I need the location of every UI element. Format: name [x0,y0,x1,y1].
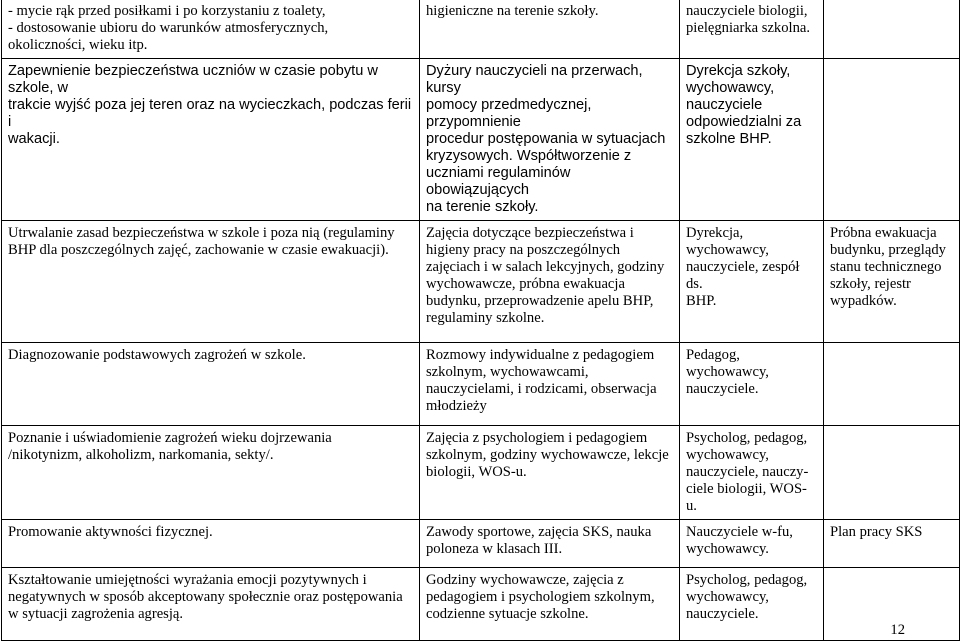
task-cell: Diagnozowanie podstawowych zagrożeń w szkole. [2,343,420,426]
plan-table [1,0,960,641]
responsible-cell: Psycholog, pedagog, wychowawcy, nauczyciele. [680,568,824,641]
evaluation-cell [824,59,960,221]
task-cell: - mycie rąk przed posiłkami i po korzystaniu z toalety, - dostosowanie ubioru do warunków atmosferycznych, okoliczności, wieku itp. [2,0,420,59]
responsible-cell: nauczyciele biologii, pielęgniarka szkolna. [680,0,824,59]
table-row [2,343,960,426]
methods-cell: Dyżury nauczycieli na przerwach, kursy pomocy przedmedycznej, przypomnienie procedur postępowania w sytuacjach kryzysowych. Współtworzenie z uczniami regulaminów obowiązujących na terenie szkoły. [420,59,680,221]
task-cell: Zapewnienie bezpieczeństwa uczniów w czasie pobytu w szkole, w trakcie wyjść poza jej teren oraz na wycieczkach, podczas ferii i wakacji. [2,59,420,221]
evaluation-cell [824,0,960,59]
responsible-cell: Psycholog, pedagog, wychowawcy, nauczyciele, nauczy- ciele biologii, WOS-u. [680,426,824,520]
responsible-cell: Dyrekcja, wychowawcy, nauczyciele, zespół ds. BHP. [680,221,824,343]
table-row [2,0,960,59]
table-row [2,221,960,343]
evaluation-cell [824,343,960,426]
evaluation-cell: Plan pracy SKS [824,520,960,568]
task-cell: Promowanie aktywności fizycznej. [2,520,420,568]
page-number: 12 [890,622,905,638]
methods-cell: Zawody sportowe, zajęcia SKS, nauka poloneza w klasach III. [420,520,680,568]
responsible-cell: Dyrekcja szkoły, wychowawcy, nauczyciele odpowiedzialni za szkolne BHP. [680,59,824,221]
methods-cell: Godziny wychowawcze, zajęcia z pedagogiem i psychologiem szkolnym, codzienne sytuacje szkolne. [420,568,680,641]
task-cell: Poznanie i uświadomienie zagrożeń wieku dojrzewania /nikotynizm, alkoholizm, narkomania, sekty/. [2,426,420,520]
evaluation-cell: Próbna ewakuacja budynku, przeglądy stanu technicznego szkoły, rejestr wypadków. [824,221,960,343]
table-row [2,426,960,520]
responsible-cell: Nauczyciele w-fu, wychowawcy. [680,520,824,568]
table-row [2,520,960,568]
methods-cell: Zajęcia dotyczące bezpieczeństwa i higieny pracy na poszczególnych zajęciach i w salach lekcyjnych, godziny wychowawcze, próbna ewakuacja budynku, przeprowadzenie apelu BHP, regulaminy szkolne. [420,221,680,343]
responsible-cell: Pedagog, wychowawcy, nauczyciele. [680,343,824,426]
methods-cell: higieniczne na terenie szkoły. [420,0,680,59]
task-cell: Kształtowanie umiejętności wyrażania emocji pozytywnych i negatywnych w sposób akceptowany społecznie oraz postępowania w sytuacji zagrożenia agresją. [2,568,420,641]
methods-cell: Zajęcia z psychologiem i pedagogiem szkolnym, godziny wychowawcze, lekcje biologii, WOS-u. [420,426,680,520]
evaluation-cell [824,426,960,520]
methods-cell: Rozmowy indywidualne z pedagogiem szkolnym, wychowawcami, nauczycielami, i rodzicami, obserwacja młodzieży [420,343,680,426]
table-row [2,568,960,641]
task-cell: Utrwalanie zasad bezpieczeństwa w szkole i poza nią (regulaminy BHP dla poszczególnych zajęć, zachowanie w czasie ewakuacji). [2,221,420,343]
table-row [2,59,960,221]
